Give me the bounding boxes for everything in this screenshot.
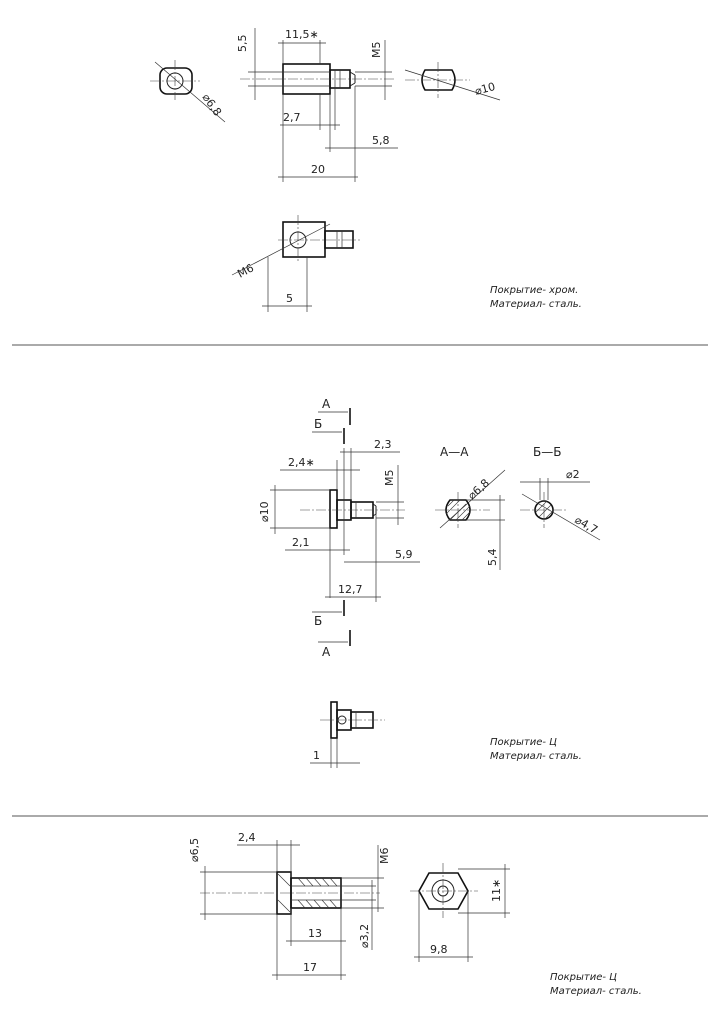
part3-dim-2-4: 2,4: [238, 831, 256, 844]
part1-note-coating: Покрытие- хром.: [490, 285, 579, 296]
part3-hex-view: [410, 863, 510, 962]
part1-dim-20: 20: [311, 163, 325, 176]
part2-dim-5-4: 5,4: [486, 548, 499, 566]
part2-section-mark-a-bottom: А: [322, 645, 331, 659]
part2-dim-5-9: 5,9: [395, 548, 413, 561]
part2-section-mark-b-bottom: Б: [314, 614, 323, 628]
part2-section-aa-label: А—А: [440, 445, 469, 459]
part2-dim-m5: M5: [383, 469, 396, 486]
part3-dim-m6: M6: [378, 847, 391, 864]
part1-group: [150, 28, 582, 312]
part3-dim-11: 11∗: [490, 878, 503, 902]
part2-dim-1: 1: [313, 749, 320, 762]
part3-dim-13: 13: [308, 927, 322, 940]
part2-dim-d2: ⌀2: [566, 468, 580, 481]
part1-dim-d10: ⌀10: [473, 80, 497, 98]
part2-dim-d4-7: ⌀4,7: [572, 513, 600, 537]
part3-dim-17: 17: [303, 961, 317, 974]
part1-lower-view: [232, 215, 360, 312]
part2-side-view: [270, 490, 405, 528]
part1-dim-5: 5: [286, 292, 293, 305]
part1-side-view: [240, 64, 395, 94]
part2-dim-d10: ⌀10: [258, 501, 271, 522]
part1-note-material: Материал- сталь.: [490, 299, 582, 310]
part2-dim-d6-8: ⌀6,8: [465, 476, 492, 503]
part2-dim-2-1: 2,1: [292, 536, 310, 549]
part3-note-material: Материал- сталь.: [550, 986, 642, 997]
part2-note-material: Материал- сталь.: [490, 751, 582, 762]
part3-dim-d3-2: ⌀3,2: [358, 923, 371, 948]
part2-dim-2-4: 2,4∗: [288, 456, 315, 469]
part2-dim-2-3: 2,3: [374, 438, 392, 451]
part2-section-bb-label: Б—Б: [533, 445, 562, 459]
part1-dim-5-8: 5,8: [372, 134, 390, 147]
part2-note-coating: Покрытие- Ц: [490, 737, 557, 748]
part3-group: [188, 831, 642, 997]
part1-dim-m6: M6: [235, 261, 256, 281]
part2-dim-12-7: 12,7: [338, 583, 363, 596]
part1-dim-2-7: 2,7: [283, 111, 301, 124]
part1-dim-11-5: 11,5∗: [285, 28, 319, 41]
part2-section-mark-a-top: А: [322, 397, 331, 411]
part3-dim-d6-5: ⌀6,5: [188, 837, 201, 862]
part3-note-coating: Покрытие- Ц: [550, 972, 617, 983]
part1-dim-5-5: 5,5: [236, 34, 249, 52]
part2-group: [258, 397, 600, 768]
part1-dim-d6-8: ⌀6,8: [199, 91, 225, 119]
part2-lower-view: [310, 702, 385, 768]
part2-section-mark-b-top: Б: [314, 417, 323, 431]
part3-dim-9-8: 9,8: [430, 943, 448, 956]
part1-dim-m5: M5: [370, 41, 383, 58]
